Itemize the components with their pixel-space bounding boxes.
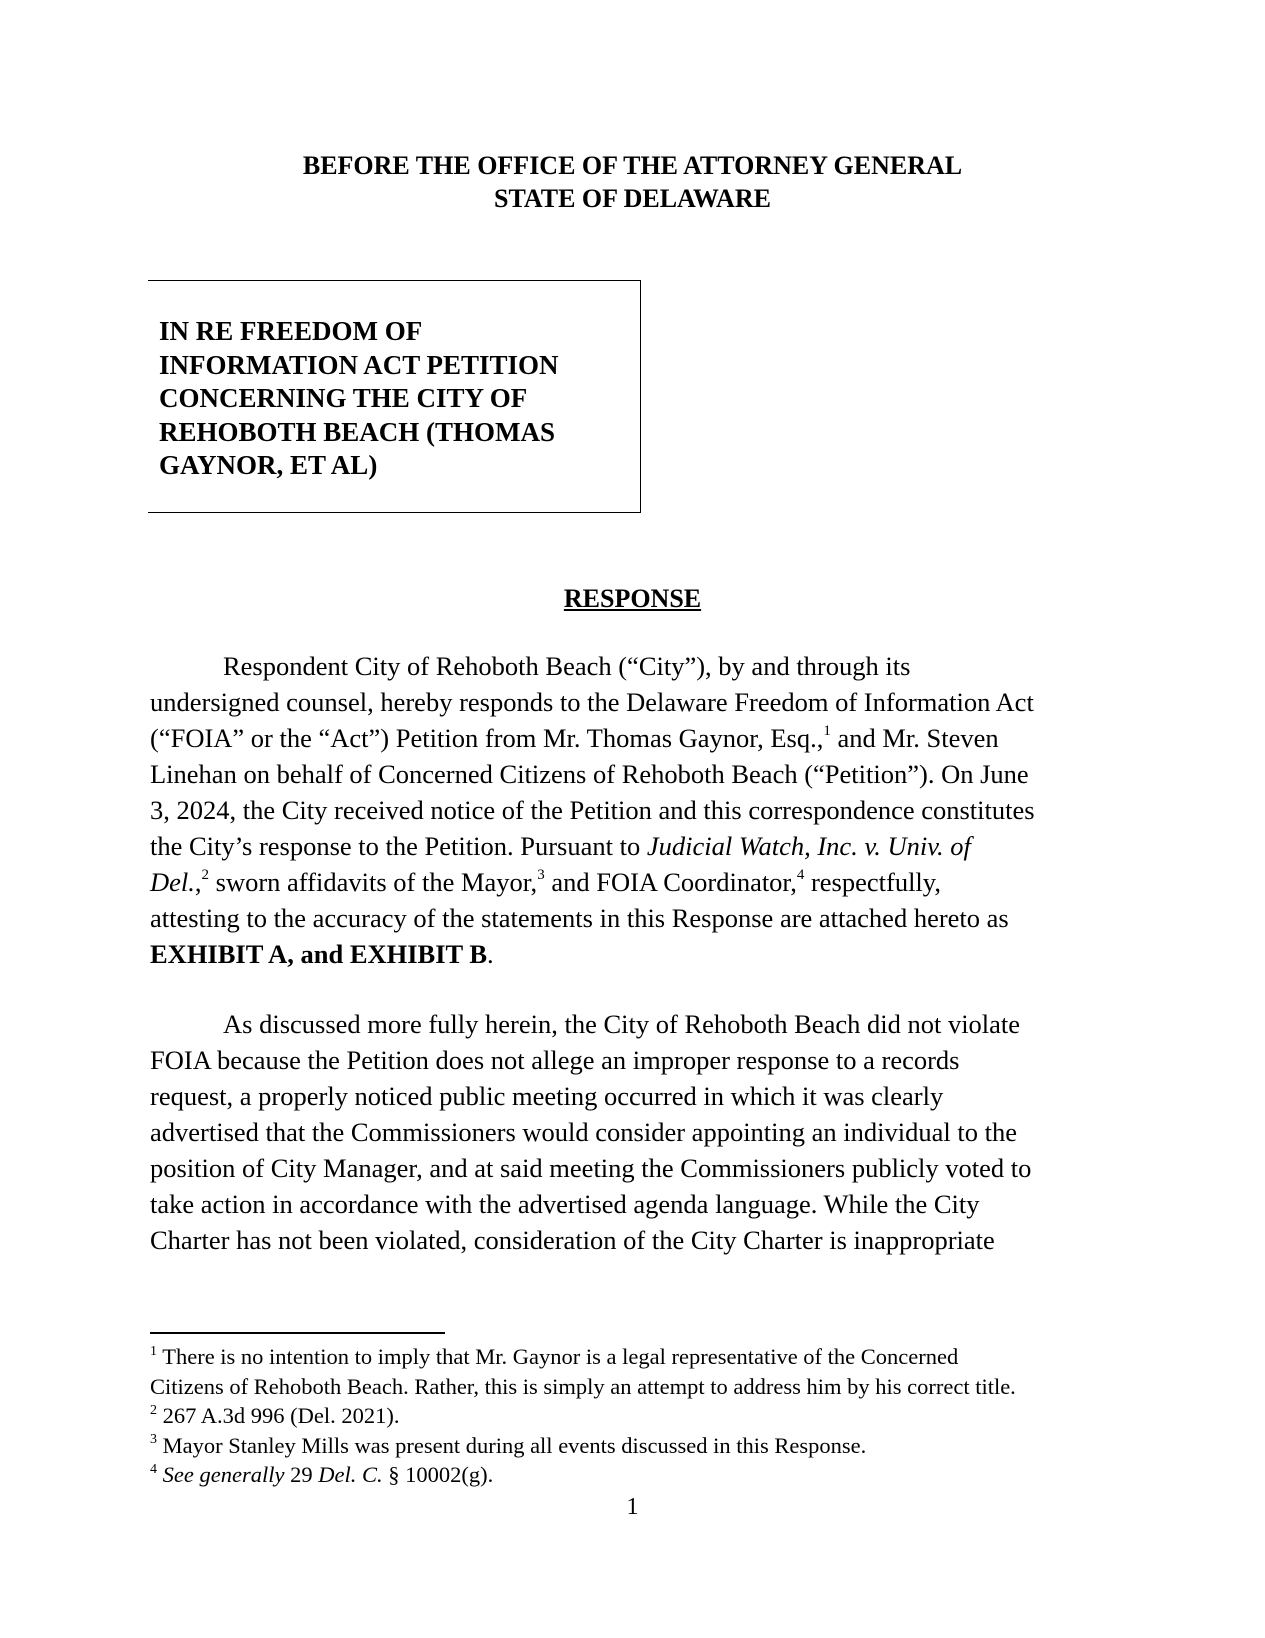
paragraph-line: undersigned counsel, hereby responds to the Delaware Freedom of Information Act [150,687,1034,717]
footnotes [150,1342,1130,1490]
header-line-2: STATE OF DELAWARE [494,184,771,213]
footnote-number: 3 [150,1432,157,1447]
exhibit-reference: EXHIBIT A, and EXHIBIT B [150,939,488,969]
footnote-text: There is no intention to imply that Mr. Gaynor is a legal representative of the Concerned [157,1344,959,1369]
text-run: the City’s response to the Petition. Pursuant to [150,831,647,861]
text-run: . [487,939,494,969]
text-run: and Mr. Steven [830,723,999,753]
paragraph-line: request, a properly noticed public meeting occurred in which it was clearly [150,1081,944,1111]
footnote-1-continued: Citizens of Rehoboth Beach. Rather, this is simply an attempt to address him by his correct title. [150,1373,1016,1399]
footnote-ref-2: 2 [201,867,210,884]
footnote-text: Mayor Stanley Mills was present during all events discussed in this Response. [157,1432,867,1458]
text-run: (“FOIA” or the “Act”) Petition from Mr. Thomas Gaynor, Esq., [150,723,824,753]
text-run: and FOIA Coordinator, [544,867,797,897]
paragraph-line: advertised that the Commissioners would consider appointing an individual to the [150,1117,1017,1147]
paragraph-line [150,828,1130,864]
footnote-code-italic: Del. C. [318,1462,383,1487]
footnote-text: 29 [284,1462,319,1487]
paragraph-line: 3, 2024, the City received notice of the Petition and this correspondence constitutes [150,795,1035,825]
text-run: sworn affidavits of the Mayor, [209,867,538,897]
paragraph-line: Respondent City of Rehoboth Beach (“City”), by and through its [223,651,911,681]
footnote-3 [150,1431,1130,1461]
footnote-1 [150,1342,1130,1372]
text-run: respectfully, [804,867,941,897]
footnote-text: 267 A.3d 996 (Del. 2021). [157,1403,400,1428]
footnote-4 [150,1460,1130,1490]
footnote-signal-italic: See generally [157,1462,285,1487]
footnote-number: 4 [150,1461,157,1477]
header-line-1: BEFORE THE OFFICE OF THE ATTORNEY GENERAL [302,151,963,180]
paragraph-line: position of City Manager, and at said meeting the Commissioners publicly voted to [150,1153,1032,1183]
footnote-ref-3: 3 [537,867,545,884]
paragraph-line: Linehan on behalf of Concerned Citizens of Rehoboth Beach (“Petition”). On June [150,759,1029,789]
case-citation-italic: Del. [150,867,195,897]
footnote-ref-1: 1 [823,723,831,740]
case-caption-box [148,280,641,513]
paragraph-line [150,864,1130,900]
page-number: 1 [626,1494,639,1520]
paragraph-2 [150,1006,1130,1258]
paragraph-line: Charter has not been violated, consideration of the City Charter is inappropriate [150,1225,995,1255]
footnote-2 [150,1401,1130,1431]
response-title: RESPONSE [563,584,702,613]
footnote-text: § 10002(g). [382,1462,494,1487]
footnote-ref-4: 4 [796,867,805,884]
footnote-number: 2 [150,1402,157,1418]
paragraph-line [150,720,1130,756]
paragraph-line: FOIA because the Petition does not allege an improper response to a records [150,1045,960,1075]
paragraph-1 [150,648,1130,972]
paragraph-line [150,936,1130,972]
paragraph-line: As discussed more fully herein, the City of Rehoboth Beach did not violate [223,1009,1021,1039]
footnote-number: 1 [150,1343,157,1359]
paragraph-line: attesting to the accuracy of the statements in this Response are attached hereto as [150,903,1009,933]
text-run: , [194,867,202,897]
footnote-divider [150,1332,445,1334]
paragraph-line: take action in accordance with the advertised agenda language. While the City [150,1189,980,1219]
case-citation-italic: Judicial Watch, Inc. v. Univ. of [646,831,971,861]
case-caption-text: IN RE FREEDOM OF INFORMATION ACT PETITION CONCERNING THE CITY OF REHOBOTH BEACH (THOMAS GAYNOR, ET AL) [159,316,559,480]
